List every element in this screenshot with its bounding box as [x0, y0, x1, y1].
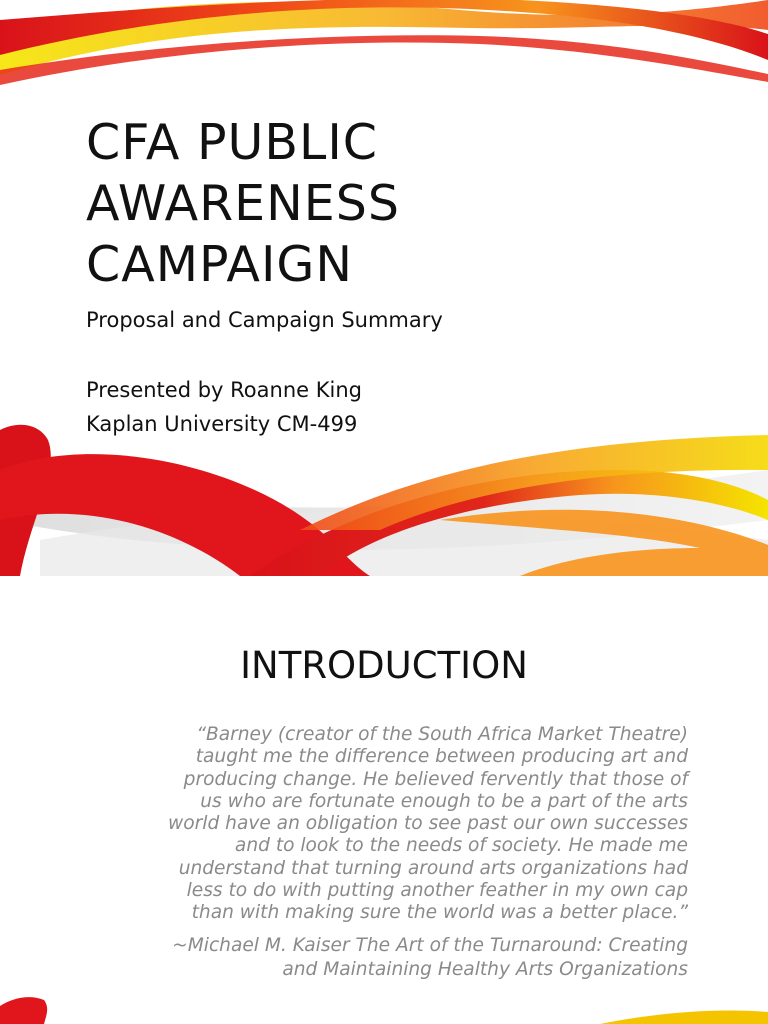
quote-line: producing change. He believed fervently that those of — [183, 768, 688, 790]
quote-line: world have an obligation to see past our own successes — [168, 813, 688, 835]
slide-subtitle: Proposal and Campaign Summary — [86, 308, 443, 332]
quote-line: understand that turning around arts organizations had — [178, 857, 688, 879]
quote-line: taught me the difference between producing art and — [195, 746, 688, 768]
section-heading: INTRODUCTION — [240, 644, 528, 687]
quote-line: us who are fortunate enough to be a part of the arts — [200, 790, 688, 812]
quote-line: “Barney (creator of the South Africa Market Theatre) — [196, 724, 688, 745]
title-line: CAMPAIGN — [86, 236, 354, 293]
course-line: Kaplan University CM-499 — [86, 412, 358, 436]
slide-title — [86, 112, 400, 295]
attribution-line: and Maintaining Healthy Arts Organizations — [282, 959, 688, 980]
attribution-line: ~Michael M. Kaiser The Art of the Turnaround: Creating — [172, 935, 688, 956]
introduction-slide — [0, 576, 768, 1024]
quote-line: less to do with putting another feather in my own cap — [186, 880, 688, 902]
title-line: CFA PUBLIC — [86, 114, 378, 171]
title-line: AWARENESS — [86, 175, 400, 232]
quote-block — [38, 724, 688, 925]
presenter-line: Presented by Roanne King — [86, 378, 362, 402]
quote-line: than with making sure the world was a better place.” — [191, 902, 688, 924]
quote-line: and to look to the needs of society. He made me — [234, 835, 688, 857]
quote-attribution — [38, 934, 688, 982]
